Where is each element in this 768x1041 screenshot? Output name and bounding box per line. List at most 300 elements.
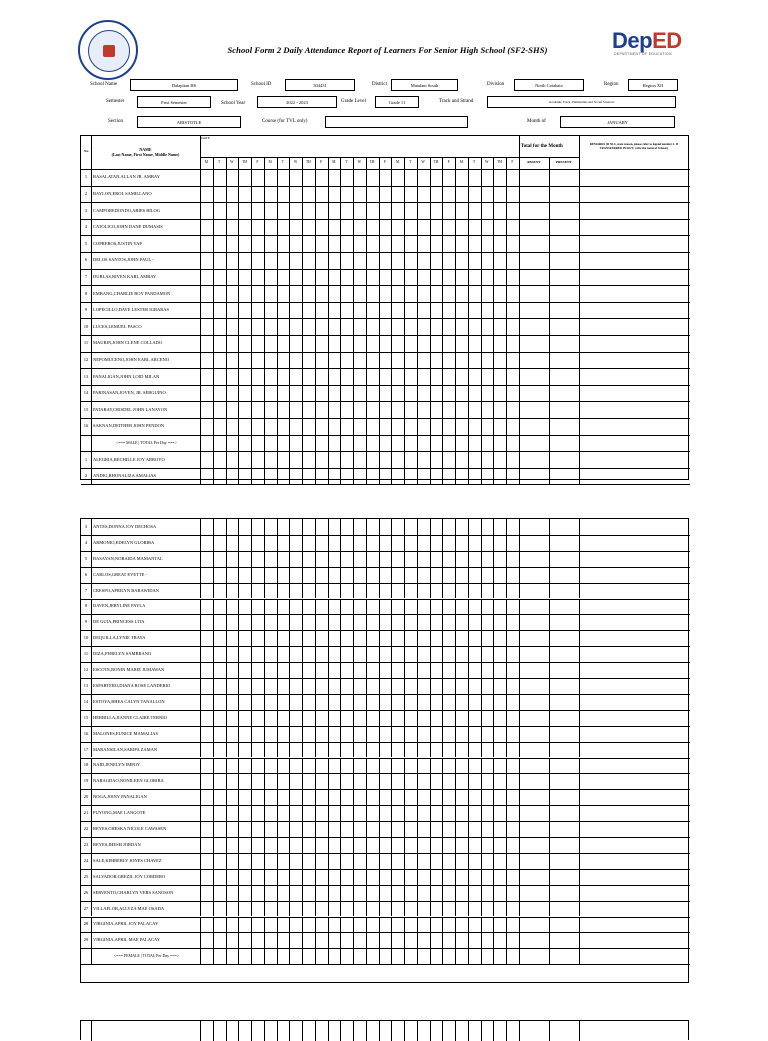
grid-line <box>277 219 278 236</box>
grid-line <box>430 551 431 567</box>
grid-line <box>213 269 214 286</box>
grid-line <box>251 678 252 694</box>
grid-line <box>328 235 329 252</box>
grid-line <box>430 157 431 169</box>
grid-line <box>315 368 316 385</box>
grid-line <box>404 352 405 369</box>
grid-line <box>238 710 239 726</box>
learner-name: VIRGINIA,APRIL MAE PALACAY <box>93 938 161 943</box>
grid-line <box>238 169 239 186</box>
grid-line <box>264 252 265 269</box>
grid-line <box>549 186 550 203</box>
grid-line <box>391 435 392 452</box>
grid-line <box>442 678 443 694</box>
grid-line <box>481 678 482 694</box>
grid-line <box>340 385 341 402</box>
grid-line <box>430 885 431 901</box>
grid-line <box>481 318 482 335</box>
table-row <box>81 678 690 694</box>
learner-name: CARLOS,GREAT EVETTE - <box>93 572 148 577</box>
grid-line <box>481 583 482 599</box>
grid-line <box>289 385 290 402</box>
grid-line <box>302 435 303 452</box>
grid-line <box>481 917 482 933</box>
grid-line <box>213 1021 214 1041</box>
grid-line <box>328 932 329 948</box>
grid-line <box>379 646 380 662</box>
grid-line <box>549 901 550 917</box>
grid-line <box>277 599 278 615</box>
table-row <box>81 853 690 869</box>
grid-line <box>579 285 580 302</box>
grid-line <box>91 418 92 435</box>
grid-line <box>455 401 456 418</box>
grid-line <box>200 1021 201 1041</box>
grid-line <box>519 335 520 352</box>
grid-line <box>579 186 580 203</box>
grid-line <box>213 468 214 485</box>
grid-line <box>579 678 580 694</box>
grid-line <box>379 758 380 774</box>
grid-line <box>391 451 392 468</box>
grid-line <box>302 932 303 948</box>
grid-line <box>519 853 520 869</box>
learner-name: REYES,JHESH JORDAN <box>93 842 141 847</box>
grid-line <box>264 519 265 535</box>
grid-line <box>379 352 380 369</box>
grid-line <box>277 646 278 662</box>
grid-line <box>315 646 316 662</box>
grid-line <box>430 630 431 646</box>
grid-line <box>417 285 418 302</box>
grid-line <box>455 758 456 774</box>
grid-line <box>340 694 341 710</box>
grid-line <box>200 535 201 551</box>
grid-line <box>549 726 550 742</box>
grid-line <box>404 1021 405 1041</box>
grid-line <box>238 285 239 302</box>
grid-line <box>468 202 469 219</box>
grid-line <box>91 136 92 169</box>
region-field[interactable]: Region XII <box>628 79 678 91</box>
grid-line <box>404 837 405 853</box>
grid-line <box>579 136 580 169</box>
grid-line <box>251 285 252 302</box>
grid-line <box>264 285 265 302</box>
grid-line <box>302 567 303 583</box>
grid-line <box>549 694 550 710</box>
grid-line <box>200 758 201 774</box>
grid-line <box>455 451 456 468</box>
grid-line <box>391 948 392 964</box>
grid-line <box>289 219 290 236</box>
grid-line <box>417 535 418 551</box>
grid-line <box>238 186 239 203</box>
grid-line <box>379 169 380 186</box>
grid-line <box>442 805 443 821</box>
grid-line <box>315 385 316 402</box>
grid-line <box>200 789 201 805</box>
grid-line <box>340 662 341 678</box>
grid-line <box>366 583 367 599</box>
learner-name: SERVENTO,CHARLYN VERS SANOSON <box>93 890 174 895</box>
grid-line <box>238 535 239 551</box>
grid-line <box>340 789 341 805</box>
grid-line <box>91 352 92 369</box>
grid-line <box>264 773 265 789</box>
grid-line <box>579 630 580 646</box>
grid-line <box>200 885 201 901</box>
grid-line <box>213 773 214 789</box>
grid-line <box>91 599 92 615</box>
day-header: F <box>383 160 386 164</box>
section-field[interactable]: ARISTOTLE <box>137 116 241 128</box>
grid-line <box>549 401 550 418</box>
grid-line <box>353 694 354 710</box>
grid-line <box>579 853 580 869</box>
grid-line <box>442 583 443 599</box>
grid-line <box>328 646 329 662</box>
grid-line <box>315 758 316 774</box>
grid-line <box>302 451 303 468</box>
grid-line <box>264 678 265 694</box>
grid-line <box>302 789 303 805</box>
grid-line <box>391 385 392 402</box>
grid-line <box>549 285 550 302</box>
grid-line <box>366 401 367 418</box>
grid-line <box>226 169 227 186</box>
course-field[interactable] <box>325 116 468 128</box>
grid-line <box>442 869 443 885</box>
grid-line <box>579 451 580 468</box>
grid-line <box>340 630 341 646</box>
grid-line <box>302 869 303 885</box>
grid-line <box>226 630 227 646</box>
grid-line <box>353 335 354 352</box>
grid-line <box>353 885 354 901</box>
grid-line <box>430 948 431 964</box>
grid-line <box>549 678 550 694</box>
grid-line <box>200 401 201 418</box>
grid-line <box>442 157 443 169</box>
grid-line <box>468 169 469 186</box>
grid-line <box>289 1021 290 1041</box>
grid-line <box>442 269 443 286</box>
grid-line <box>391 418 392 435</box>
grid-line <box>302 418 303 435</box>
grid-line <box>468 901 469 917</box>
grid-line <box>328 335 329 352</box>
grid-line <box>468 726 469 742</box>
header-present: PRESENT <box>555 160 572 164</box>
grid-line <box>519 599 520 615</box>
grid-line <box>481 269 482 286</box>
grid-line <box>289 335 290 352</box>
row-number: 20 <box>83 794 89 800</box>
table-row <box>81 269 690 286</box>
grade-level-field[interactable]: Grade 11 <box>375 96 419 108</box>
grid-line <box>366 853 367 869</box>
grid-line <box>251 773 252 789</box>
grid-line <box>353 252 354 269</box>
grid-line <box>506 678 507 694</box>
learner-name: MAURIN,JOHN CLENE COLLADO <box>93 341 163 346</box>
row-number: 13 <box>83 682 89 688</box>
grid-line <box>289 773 290 789</box>
grid-line <box>404 418 405 435</box>
grid-line <box>379 1021 380 1041</box>
grid-line <box>213 285 214 302</box>
grid-line <box>302 646 303 662</box>
grid-line <box>315 789 316 805</box>
table-row <box>81 583 690 599</box>
grid-line <box>468 285 469 302</box>
grid-line <box>519 726 520 742</box>
grid-line <box>468 758 469 774</box>
grid-line <box>328 869 329 885</box>
grid-line <box>442 1021 443 1041</box>
grid-line <box>315 662 316 678</box>
grid-line <box>481 630 482 646</box>
grid-line <box>442 885 443 901</box>
grid-line <box>302 599 303 615</box>
header-remarks: REMARKS (If NLS, state reason, please refer to legend number 2. If TRANSFERRED IN/OUT, write the name of School.) <box>589 142 678 150</box>
grid-line <box>442 758 443 774</box>
grid-line <box>519 252 520 269</box>
grid-line <box>213 599 214 615</box>
grid-line <box>493 1021 494 1041</box>
learner-name: ALEGRIA,RECHILLE JOY ARROYO <box>93 457 165 462</box>
grid-line <box>251 401 252 418</box>
learner-name: SALE,KIMBERLY JONES CHAVEZ <box>93 858 162 863</box>
table-row <box>81 468 690 485</box>
grid-line <box>353 235 354 252</box>
grid-line <box>379 710 380 726</box>
grid-line <box>430 821 431 837</box>
row-number: 19 <box>83 778 89 784</box>
grid-line <box>579 468 580 485</box>
grid-line <box>353 853 354 869</box>
grid-line <box>391 901 392 917</box>
grid-line <box>81 964 690 965</box>
grid-line <box>549 710 550 726</box>
grid-line <box>81 484 690 485</box>
grid-line <box>379 837 380 853</box>
grid-line <box>455 302 456 319</box>
grid-line <box>379 385 380 402</box>
grid-line <box>455 219 456 236</box>
grid-line <box>200 853 201 869</box>
grid-line <box>506 435 507 452</box>
grid-line <box>404 368 405 385</box>
grid-line <box>506 219 507 236</box>
grid-line <box>238 418 239 435</box>
grid-line <box>277 335 278 352</box>
grid-line <box>289 630 290 646</box>
grid-line <box>91 773 92 789</box>
grid-line <box>200 335 201 352</box>
grid-line <box>519 318 520 335</box>
grid-line <box>493 694 494 710</box>
grid-line <box>302 551 303 567</box>
grid-line <box>506 853 507 869</box>
grid-line <box>417 821 418 837</box>
grid-line <box>302 1021 303 1041</box>
grid-line <box>468 186 469 203</box>
grid-line <box>579 948 580 964</box>
grid-line <box>340 418 341 435</box>
grid-line <box>200 630 201 646</box>
grid-line <box>430 599 431 615</box>
district-field[interactable]: Matalam South <box>391 79 458 91</box>
grid-line <box>353 948 354 964</box>
grid-line <box>238 252 239 269</box>
grid-line <box>519 948 520 964</box>
grid-line <box>417 646 418 662</box>
grid-line <box>91 853 92 869</box>
grid-line <box>238 567 239 583</box>
grid-line <box>315 435 316 452</box>
grid-line <box>579 726 580 742</box>
grid-line <box>213 368 214 385</box>
grid-line <box>519 678 520 694</box>
grid-line <box>455 821 456 837</box>
school-name-field[interactable]: Dalapitan HS <box>130 79 238 91</box>
grid-line <box>455 235 456 252</box>
grid-line <box>353 169 354 186</box>
grid-line <box>91 932 92 948</box>
grid-line <box>519 136 520 169</box>
grid-line <box>213 335 214 352</box>
grid-line <box>506 885 507 901</box>
grid-line <box>315 352 316 369</box>
grid-line <box>417 758 418 774</box>
grid-line <box>277 694 278 710</box>
grid-line <box>468 646 469 662</box>
grid-line <box>366 202 367 219</box>
table-row <box>81 662 690 678</box>
grid-line <box>442 401 443 418</box>
row-number: 11 <box>83 340 89 346</box>
grid-line <box>519 269 520 286</box>
grid-line <box>417 932 418 948</box>
grid-line <box>353 551 354 567</box>
grid-line <box>366 948 367 964</box>
grid-line <box>213 630 214 646</box>
grid-line <box>277 435 278 452</box>
grid-line <box>391 335 392 352</box>
grid-line <box>289 157 290 169</box>
grid-line <box>481 1021 482 1041</box>
grid-line <box>549 821 550 837</box>
grid-line <box>340 535 341 551</box>
table-row <box>81 869 690 885</box>
table-row <box>81 318 690 335</box>
grid-line <box>353 901 354 917</box>
grid-line <box>430 219 431 236</box>
grid-line <box>226 821 227 837</box>
grid-line <box>340 567 341 583</box>
grid-line <box>353 869 354 885</box>
school-year-field[interactable]: 2022 - 2023 <box>257 96 337 108</box>
division-field[interactable]: North Cotabato <box>514 79 584 91</box>
month-field[interactable]: JANUARY <box>560 116 675 128</box>
grid-line <box>277 302 278 319</box>
grid-line <box>353 285 354 302</box>
grid-line <box>442 368 443 385</box>
grid-line <box>468 368 469 385</box>
grid-line <box>506 157 507 169</box>
grid-line <box>579 435 580 452</box>
grid-line <box>442 837 443 853</box>
grid-line <box>391 567 392 583</box>
grid-line <box>417 352 418 369</box>
grid-line <box>302 853 303 869</box>
grid-line <box>251 948 252 964</box>
grid-line <box>366 285 367 302</box>
grid-line <box>91 468 92 485</box>
grid-line <box>277 551 278 567</box>
grid-line <box>289 917 290 933</box>
grid-line <box>353 710 354 726</box>
grid-line <box>579 901 580 917</box>
grid-line <box>579 869 580 885</box>
grid-line <box>91 789 92 805</box>
grid-line <box>328 885 329 901</box>
header-no: No. <box>83 149 90 153</box>
semester-field[interactable]: First Semester <box>137 96 211 108</box>
grid-line <box>430 235 431 252</box>
table-row <box>81 630 690 646</box>
grid-line <box>315 678 316 694</box>
learner-name: DEQUILLA,LYNIE TRAYA <box>93 636 146 641</box>
grid-line <box>302 535 303 551</box>
grid-line <box>404 853 405 869</box>
grid-line <box>417 805 418 821</box>
grid-line <box>493 302 494 319</box>
grid-line <box>442 385 443 402</box>
grid-line <box>302 186 303 203</box>
grid-line <box>200 435 201 452</box>
grid-line <box>289 401 290 418</box>
grid-line <box>340 932 341 948</box>
grid-line <box>353 805 354 821</box>
grid-line <box>549 599 550 615</box>
grid-line <box>493 352 494 369</box>
grid-line <box>579 837 580 853</box>
grid-line <box>328 726 329 742</box>
grid-line <box>481 646 482 662</box>
grid-line <box>366 630 367 646</box>
grid-line <box>579 535 580 551</box>
grid-line <box>430 385 431 402</box>
grid-line <box>379 418 380 435</box>
grid-line <box>238 335 239 352</box>
grid-line <box>493 567 494 583</box>
grid-line <box>302 519 303 535</box>
grid-line <box>226 773 227 789</box>
learner-name: PATARAY,CRISDEL JOHN LANAYON <box>93 407 168 412</box>
grid-line <box>404 630 405 646</box>
grid-line <box>91 302 92 319</box>
grid-line <box>264 219 265 236</box>
grid-line <box>226 758 227 774</box>
grid-line <box>549 169 550 186</box>
grid-line <box>238 837 239 853</box>
track-strand-field[interactable]: Academic Track -Humanities and Social Sciences <box>487 96 676 108</box>
grid-line <box>404 710 405 726</box>
school-id-field[interactable]: 304431 <box>285 79 355 91</box>
